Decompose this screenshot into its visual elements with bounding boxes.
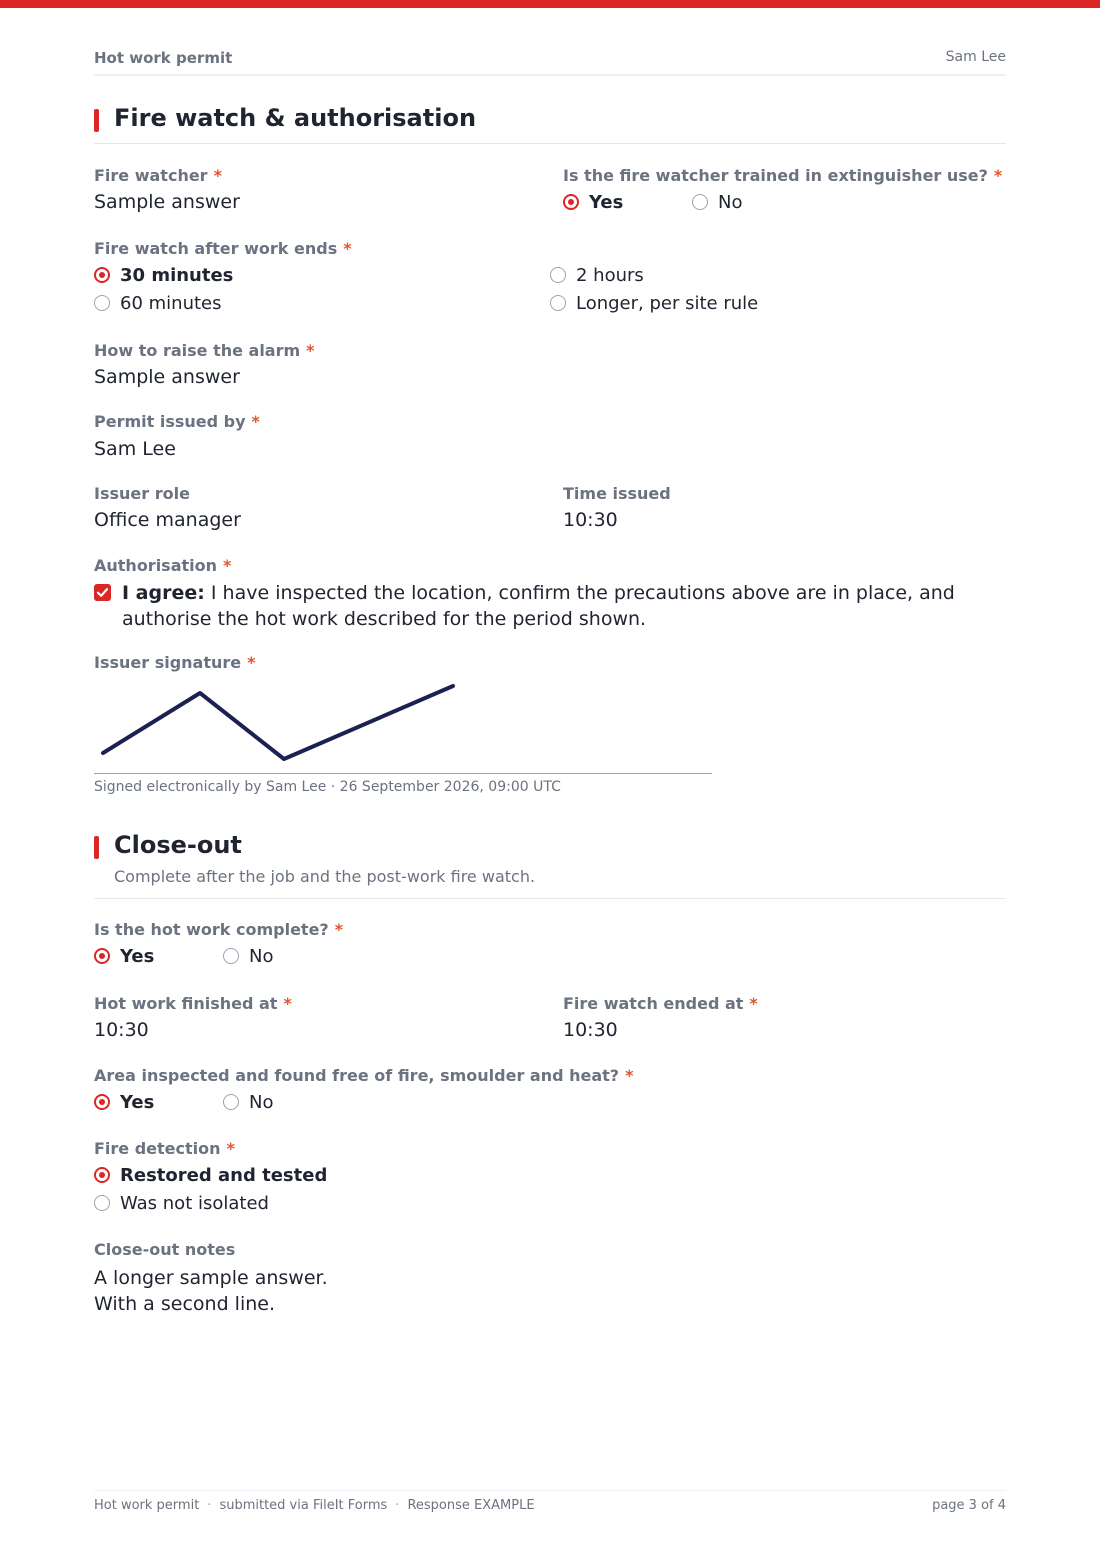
issuer-role-value: Office manager: [94, 509, 241, 531]
issued-by-label: Permit issued by *: [94, 412, 260, 431]
section-accent: [94, 109, 99, 132]
accent-bar: [0, 0, 1100, 8]
radio-empty-icon: [94, 1195, 110, 1211]
finished-at-value: 10:30: [94, 1019, 149, 1041]
radio-selected-icon: [94, 1094, 110, 1110]
section-divider: [94, 898, 1006, 899]
respondent-name: Sam Lee: [945, 49, 1006, 65]
radio-selected-icon: [94, 948, 110, 964]
work-complete-label: Is the hot work complete? *: [94, 920, 344, 939]
notes-line: With a second line.: [94, 1293, 275, 1315]
raise-alarm-value: Sample answer: [94, 366, 240, 388]
trained-yes-radio[interactable]: Yes: [563, 191, 623, 213]
radio-empty-icon: [692, 194, 708, 210]
agree-statement: I agree: I have inspected the location, confirm the precautions above are in place, and authorise the hot work described for the period shown.: [122, 582, 955, 630]
watch-ended-value: 10:30: [563, 1019, 618, 1041]
inspected-no-radio[interactable]: No: [223, 1091, 273, 1113]
complete-yes-radio[interactable]: Yes: [94, 945, 154, 967]
close-out-notes-label: Close-out notes: [94, 1240, 236, 1259]
radio-selected-icon: [563, 194, 579, 210]
signature-pad: [94, 676, 712, 774]
watch-longer-radio[interactable]: Longer, per site rule: [550, 292, 758, 314]
watch-2-hours-radio[interactable]: 2 hours: [550, 264, 644, 286]
page-number: page 3 of 4: [932, 1498, 1006, 1513]
fire-watcher-value: Sample answer: [94, 191, 240, 213]
radio-empty-icon: [223, 1094, 239, 1110]
section-title: Fire watch & authorisation: [114, 104, 477, 132]
radio-selected-icon: [94, 1167, 110, 1183]
radio-empty-icon: [550, 295, 566, 311]
authorisation-label: Authorisation *: [94, 556, 232, 575]
agree-checkbox[interactable]: [94, 584, 111, 601]
form-title: Hot work permit: [94, 49, 233, 67]
section-title: Close-out: [114, 831, 242, 859]
radio-empty-icon: [94, 295, 110, 311]
issuer-role-label: Issuer role: [94, 484, 190, 503]
footer-info: Hot work permit · submitted via FileIt Forms · Response EXAMPLE: [94, 1498, 535, 1513]
area-inspected-label: Area inspected and found free of fire, smoulder and heat? *: [94, 1066, 634, 1085]
radio-empty-icon: [223, 948, 239, 964]
time-issued-label: Time issued: [563, 484, 671, 503]
section-accent: [94, 836, 99, 859]
finished-at-label: Hot work finished at *: [94, 994, 292, 1013]
radio-selected-icon: [94, 267, 110, 283]
inspected-yes-radio[interactable]: Yes: [94, 1091, 154, 1113]
footer-divider: [94, 1490, 1006, 1491]
watch-ended-label: Fire watch ended at *: [563, 994, 758, 1013]
complete-no-radio[interactable]: No: [223, 945, 273, 967]
raise-alarm-label: How to raise the alarm *: [94, 341, 315, 360]
trained-no-radio[interactable]: No: [692, 191, 742, 213]
watch-30-minutes-radio[interactable]: 30 minutes: [94, 264, 233, 286]
radio-empty-icon: [550, 267, 566, 283]
watch-after-label: Fire watch after work ends *: [94, 239, 352, 258]
section-fire-watch: [94, 104, 1006, 137]
time-issued-value: 10:30: [563, 509, 618, 531]
section-close-out: [94, 831, 1006, 890]
trained-label: Is the fire watcher trained in extinguisher use? *: [563, 166, 1003, 185]
section-subtitle: Complete after the job and the post-work fire watch.: [114, 867, 536, 886]
page-header: [94, 48, 1006, 76]
signature-caption: Signed electronically by Sam Lee · 26 September 2026, 09:00 UTC: [94, 779, 561, 795]
issued-by-value: Sam Lee: [94, 438, 176, 460]
signature-label: Issuer signature *: [94, 653, 256, 672]
section-divider: [94, 143, 1006, 144]
close-out-notes-value: [94, 1265, 328, 1317]
detection-restored-radio[interactable]: Restored and tested: [94, 1164, 327, 1186]
fire-watcher-label: Fire watcher *: [94, 166, 222, 185]
checkmark-icon: [96, 586, 109, 599]
detection-not-isolated-radio[interactable]: Was not isolated: [94, 1192, 269, 1214]
signature-image: [94, 676, 712, 774]
watch-60-minutes-radio[interactable]: 60 minutes: [94, 292, 222, 314]
fire-detection-label: Fire detection *: [94, 1139, 235, 1158]
notes-line: A longer sample answer.: [94, 1267, 328, 1289]
